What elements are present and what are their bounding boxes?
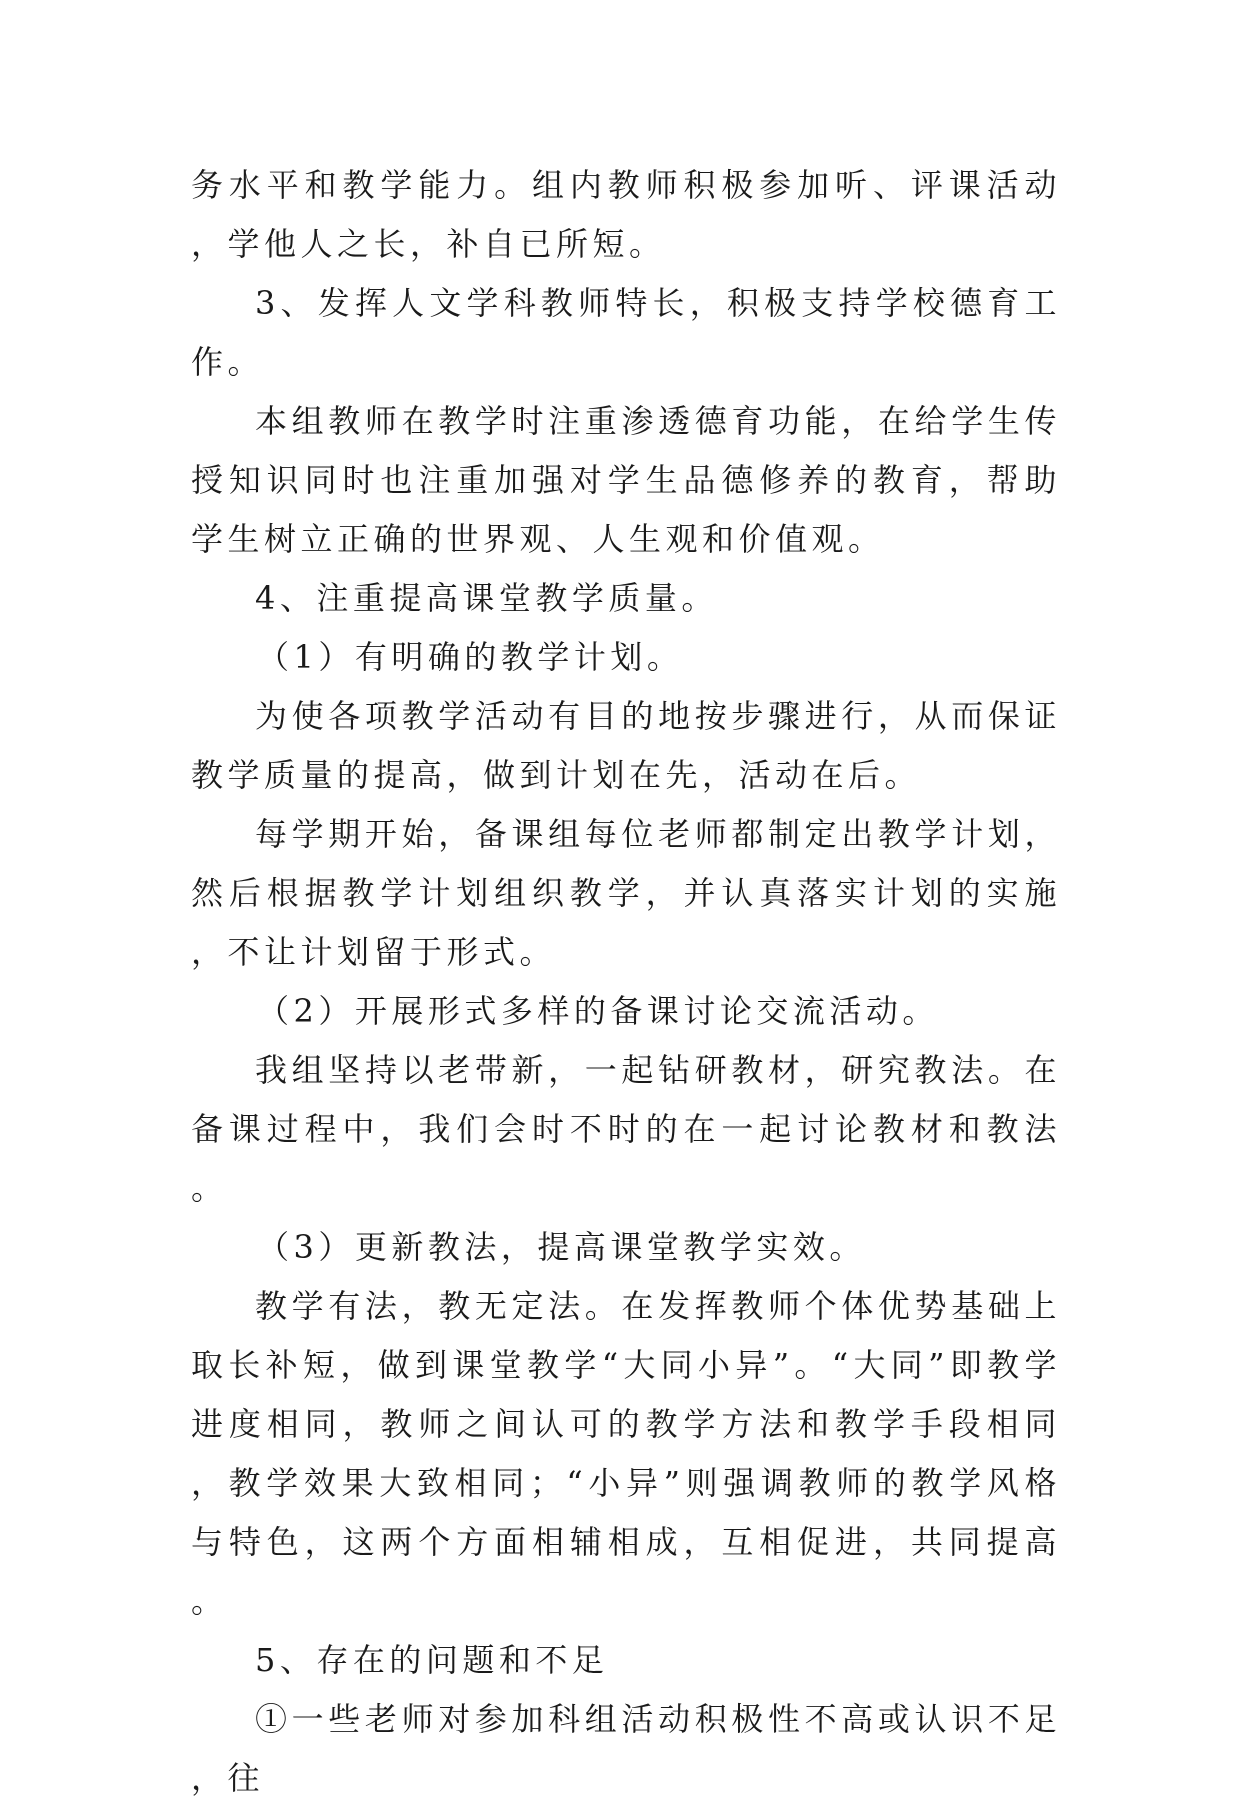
subsection-heading-1: （1）有明确的教学计划。	[257, 638, 684, 676]
paragraph: ①一些老师对参加科组活动积极性不高或认识不足，往	[191, 1700, 1061, 1797]
paragraph: 务水平和教学能力。组内教师积极参加听、评课活动，学他人之长，补自已所短。	[191, 166, 1061, 263]
document-body	[191, 156, 1061, 1808]
paragraph: 我组坚持以老带新，一起钻研教材，研究教法。在备课过程中，我们会时不时的在一起讨论教材和教法。	[191, 1051, 1061, 1207]
paragraph: 教学有法，教无定法。在发挥教师个体优势基础上取长补短，做到课堂教学“大同小异”。“大同”即教学进度相同，教师之间认可的教学方法和教学手段相同，教学效果大致相同；“小异”则强调教师的教学风格与特色，这两个方面相辅相成，互相促进，共同提高。	[191, 1287, 1061, 1620]
section-heading-4: 4、注重提高课堂教学质量。	[255, 579, 718, 617]
paragraph: 每学期开始，备课组每位老师都制定出教学计划，然后根据教学计划组织教学，并认真落实计划的实施，不让计划留于形式。	[191, 815, 1061, 971]
paragraph: 本组教师在教学时注重渗透德育功能，在给学生传授知识同时也注重加强对学生品德修养的教育，帮助学生树立正确的世界观、人生观和价值观。	[191, 402, 1061, 558]
paragraph: 为使各项教学活动有目的地按步骤进行，从而保证教学质量的提高，做到计划在先，活动在后。	[191, 697, 1061, 794]
section-heading-3: 3、发挥人文学科教师特长，积极支持学校德育工作。	[191, 284, 1061, 381]
subsection-heading-3: （3）更新教法，提高课堂教学实效。	[257, 1228, 866, 1266]
subsection-heading-2: （2）开展形式多样的备课讨论交流活动。	[257, 992, 939, 1030]
section-heading-5: 5、存在的问题和不足	[255, 1641, 609, 1679]
